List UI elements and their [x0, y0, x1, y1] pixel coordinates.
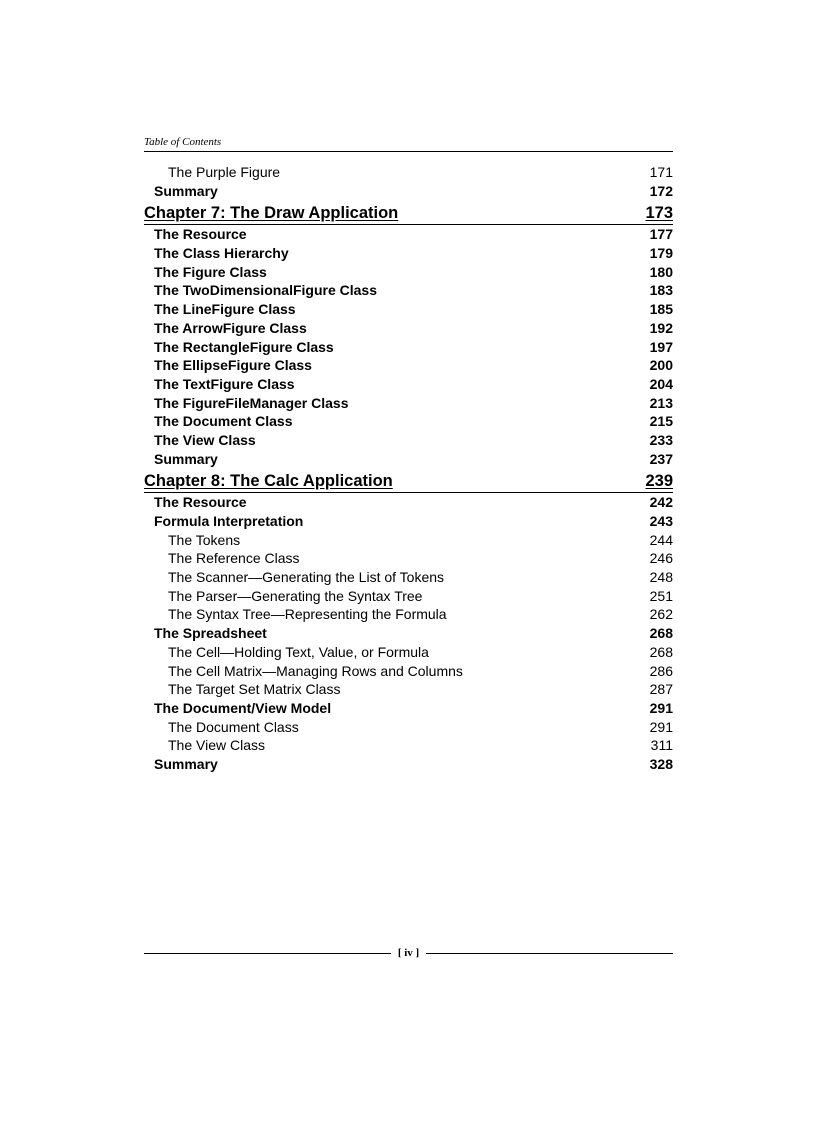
toc-entry-page: 262	[649, 606, 673, 623]
toc-entry-title: The Scanner—Generating the List of Tokens	[168, 569, 445, 586]
toc-entry-page: 173	[645, 204, 673, 223]
toc-entry-title: The Resource	[154, 494, 247, 511]
toc-entry-page: 233	[649, 431, 673, 448]
toc-entry-page: 239	[645, 472, 673, 491]
toc-entry-title: The Document/View Model	[154, 699, 332, 716]
toc-entry-section	[144, 319, 673, 338]
toc-entry-page: 215	[649, 413, 673, 430]
toc-entry-sub	[144, 736, 673, 755]
toc-entry-title: Chapter 8: The Calc Application	[144, 472, 393, 491]
toc-entry-page: 251	[649, 587, 673, 604]
toc-entry-section	[144, 281, 673, 300]
page-number: [ iv ]	[397, 947, 420, 959]
toc-entry-page: 291	[649, 699, 673, 716]
toc-entry-page: 311	[650, 737, 673, 754]
toc-entry-sub	[144, 587, 673, 606]
toc-entry-page: 204	[649, 375, 673, 392]
toc-entry-sub	[144, 531, 673, 550]
toc-entry-title: The Syntax Tree—Representing the Formula	[168, 606, 447, 623]
toc-entry-section	[144, 450, 673, 469]
toc-entry-sub	[144, 163, 673, 182]
toc-entry-page: 180	[649, 263, 673, 280]
toc-entry-page: 192	[649, 319, 673, 336]
toc-entry-page: 291	[649, 718, 673, 735]
toc-entry-title: The FigureFileManager Class	[154, 394, 349, 411]
toc-entry-title: The Tokens	[168, 531, 241, 548]
toc-entry-page: 237	[649, 450, 673, 467]
toc-entry-section	[144, 182, 673, 201]
toc-entry-page: 183	[649, 282, 673, 299]
toc-entry-page: 171	[649, 164, 673, 180]
toc-entry-section	[144, 300, 673, 319]
toc-entry-section	[144, 263, 673, 282]
toc-entry-page: 185	[649, 301, 673, 318]
toc-entry-title: The View Class	[168, 737, 266, 754]
toc-entry-title: The Spreadsheet	[154, 625, 267, 642]
toc-entry-sub	[144, 643, 673, 662]
toc-entry-page: 286	[649, 662, 673, 679]
toc-entry-section	[144, 755, 673, 774]
header-rule	[144, 151, 673, 152]
table-of-contents	[144, 163, 673, 774]
toc-entry-sub	[144, 662, 673, 681]
toc-entry-section	[144, 512, 673, 531]
toc-entry-title: The Parser—Generating the Syntax Tree	[168, 587, 423, 604]
toc-entry-title: The LineFigure Class	[154, 301, 296, 318]
toc-entry-page: 243	[649, 513, 673, 529]
toc-entry-page: 328	[649, 755, 673, 772]
toc-entry-section	[144, 699, 673, 718]
toc-entry-section	[144, 244, 673, 263]
toc-entry-sub	[144, 718, 673, 737]
toc-entry-title: The Document Class	[168, 718, 299, 735]
toc-entry-chapter	[144, 202, 673, 225]
toc-entry-section	[144, 375, 673, 394]
toc-entry-page: 213	[649, 394, 673, 411]
toc-entry-sub	[144, 680, 673, 699]
toc-entry-page: 200	[649, 357, 673, 374]
toc-entry-chapter	[144, 470, 673, 493]
toc-entry-title: The Purple Figure	[168, 164, 281, 180]
toc-entry-title: The Resource	[154, 226, 247, 243]
toc-entry-section	[144, 412, 673, 431]
toc-entry-title: The EllipseFigure Class	[154, 357, 312, 374]
toc-entry-title: The Class Hierarchy	[154, 245, 289, 262]
toc-entry-sub	[144, 549, 673, 568]
running-header: Table of Contents	[144, 136, 222, 148]
toc-entry-section	[144, 431, 673, 450]
toc-entry-page: 177	[649, 226, 673, 243]
toc-entry-sub	[144, 605, 673, 624]
toc-entry-title: Summary	[154, 755, 218, 772]
toc-entry-title: Chapter 7: The Draw Application	[144, 204, 399, 223]
toc-entry-title: The View Class	[154, 431, 256, 448]
toc-entry-page: 268	[649, 643, 673, 660]
toc-entry-section	[144, 624, 673, 643]
toc-entry-title: The TextFigure Class	[154, 375, 295, 392]
toc-entry-title: Summary	[154, 450, 218, 467]
toc-entry-title: The TwoDimensionalFigure Class	[154, 282, 378, 299]
toc-entry-page: 287	[649, 681, 673, 698]
footer-rule-left	[144, 953, 391, 954]
toc-entry-title: Formula Interpretation	[154, 513, 304, 529]
toc-entry-page: 197	[649, 338, 673, 355]
toc-entry-page: 179	[649, 245, 673, 262]
toc-entry-title: The RectangleFigure Class	[154, 338, 334, 355]
toc-entry-section	[144, 338, 673, 357]
toc-entry-section	[144, 394, 673, 413]
toc-entry-section	[144, 356, 673, 375]
page-footer	[144, 943, 673, 963]
toc-entry-section	[144, 493, 673, 512]
toc-entry-page: 246	[649, 550, 673, 567]
toc-entry-title: The ArrowFigure Class	[154, 319, 307, 336]
toc-entry-title: The Cell—Holding Text, Value, or Formula	[168, 643, 429, 660]
toc-entry-title: Summary	[154, 182, 218, 199]
toc-entry-page: 172	[649, 182, 673, 199]
toc-entry-title: The Cell Matrix—Managing Rows and Columns	[168, 662, 463, 679]
toc-entry-title: The Reference Class	[168, 550, 300, 567]
toc-entry-title: The Document Class	[154, 413, 293, 430]
toc-entry-sub	[144, 568, 673, 587]
toc-entry-title: The Figure Class	[154, 263, 267, 280]
toc-entry-section	[144, 225, 673, 244]
footer-rule-right	[426, 953, 673, 954]
toc-entry-title: The Target Set Matrix Class	[168, 681, 341, 698]
toc-entry-page: 268	[649, 625, 673, 642]
toc-entry-page: 244	[649, 531, 673, 548]
toc-entry-page: 242	[649, 494, 673, 511]
toc-entry-page: 248	[649, 569, 673, 586]
